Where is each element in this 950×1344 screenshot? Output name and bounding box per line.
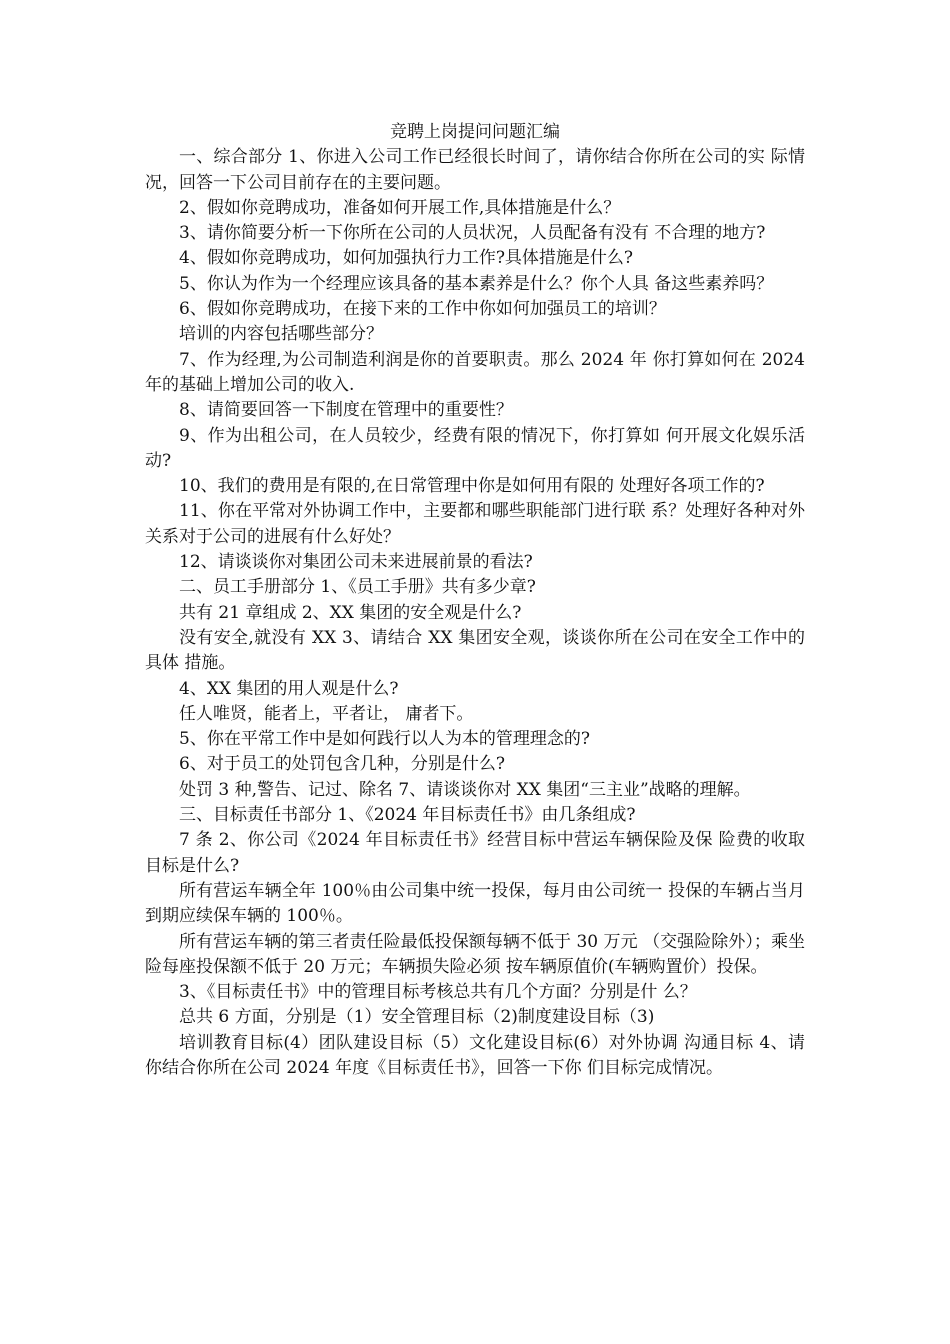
paragraph: 5、你在平常工作中是如何践行以人为本的管理理念的? <box>179 729 590 750</box>
paragraph: 12、请谈谈你对集团公司未来进展前景的看法? <box>179 552 533 573</box>
paragraph: 共有 21 章组成 2、XX 集团的安全观是什么? <box>179 602 522 623</box>
paragraph: 11、你在平常对外协调工作中，主要都和哪些职能部门进行联 系？处理好各种对外关系对于公司的进展有什么好处？ <box>145 501 805 547</box>
paragraph: 6、假如你竞聘成功，在接下来的工作中你如何加强员工的培训？ <box>179 299 666 320</box>
paragraph: 8、请简要回答一下制度在管理中的重要性？ <box>179 400 513 421</box>
paragraph: 9、作为出租公司，在人员较少，经费有限的情况下，你打算如 何开展文化娱乐活动? <box>145 425 805 471</box>
paragraph: 3、请你简要分析一下你所在公司的人员状况，人员配备有没有 不合理的地方? <box>179 223 766 244</box>
paragraph: 10、我们的费用是有限的,在日常管理中你是如何用有限的 处理好各项工作的? <box>179 476 765 497</box>
paragraph: 二、员工手册部分 1、《员工手册》共有多少章? <box>179 577 536 598</box>
paragraph: 5、你认为作为一个经理应该具备的基本素养是什么？你个人具 备这些素养吗？ <box>179 273 774 294</box>
paragraph: 4、XX 集团的用人观是什么? <box>179 678 399 699</box>
document-page <box>145 120 805 1081</box>
paragraph: 培训的内容包括哪些部分？ <box>179 324 383 345</box>
paragraph: 培训教育目标(4）团队建设目标（5）文化建设目标(6）对外协调 沟通目标 4、请你结合你所在公司 2024 年度《目标责任书》，回答一下你 们目标完成情况。 <box>145 1032 805 1078</box>
paragraph: 7、作为经理,为公司制造利润是你的首要职责。那么 2024 年 你打算如何在 2024 年的基础上增加公司的收入. <box>145 349 805 395</box>
document-body <box>145 145 805 1081</box>
paragraph: 4、假如你竞聘成功，如何加强执行力工作?具体措施是什么? <box>179 248 634 269</box>
paragraph: 三、目标责任书部分 1、《2024 年目标责任书》由几条组成? <box>179 805 636 826</box>
paragraph: 处罚 3 种,警告、记过、除名 7、请谈谈你对 XX 集团“三主业”战略的理解。 <box>179 779 751 800</box>
paragraph: 7 条 2、你公司《2024 年目标责任书》经营目标中营运车辆保险及保 险费的收取目标是什么? <box>145 830 805 876</box>
document-title: 竞聘上岗提问问题汇编 <box>390 122 560 142</box>
paragraph: 总共 6 方面，分别是（1）安全管理目标（2)制度建设目标（3) <box>179 1007 655 1028</box>
paragraph: 没有安全,就没有 XX 3、请结合 XX 集团安全观，谈谈你所在公司在安全工作中的具体 措施。 <box>145 627 805 674</box>
paragraph: 2、假如你竞聘成功，准备如何开展工作,具体措施是什么？ <box>179 197 621 218</box>
paragraph: 一、综合部分 1、你进入公司工作已经很长时间了，请你结合你所在公司的实 际情况，回答一下公司目前存在的主要问题。 <box>145 147 805 193</box>
paragraph: 所有营运车辆全年 100％由公司集中统一投保，每月由公司统一 投保的车辆占当月到期应续保车辆的 100％。 <box>145 880 805 927</box>
paragraph: 6、对于员工的处罚包含几种，分别是什么? <box>179 754 505 775</box>
paragraph: 3、《目标责任书》中的管理目标考核总共有几个方面？分别是什 么？ <box>179 982 697 1003</box>
paragraph: 任人唯贤，能者上，平者让， 庸者下。 <box>179 703 474 724</box>
paragraph: 所有营运车辆的第三者责任险最低投保额每辆不低于 30 万元 （交强险除外）；乘坐险每座投保额不低于 20 万元；车辆损失险必须 按车辆原值价(车辆购置价）投保。 <box>145 931 805 977</box>
